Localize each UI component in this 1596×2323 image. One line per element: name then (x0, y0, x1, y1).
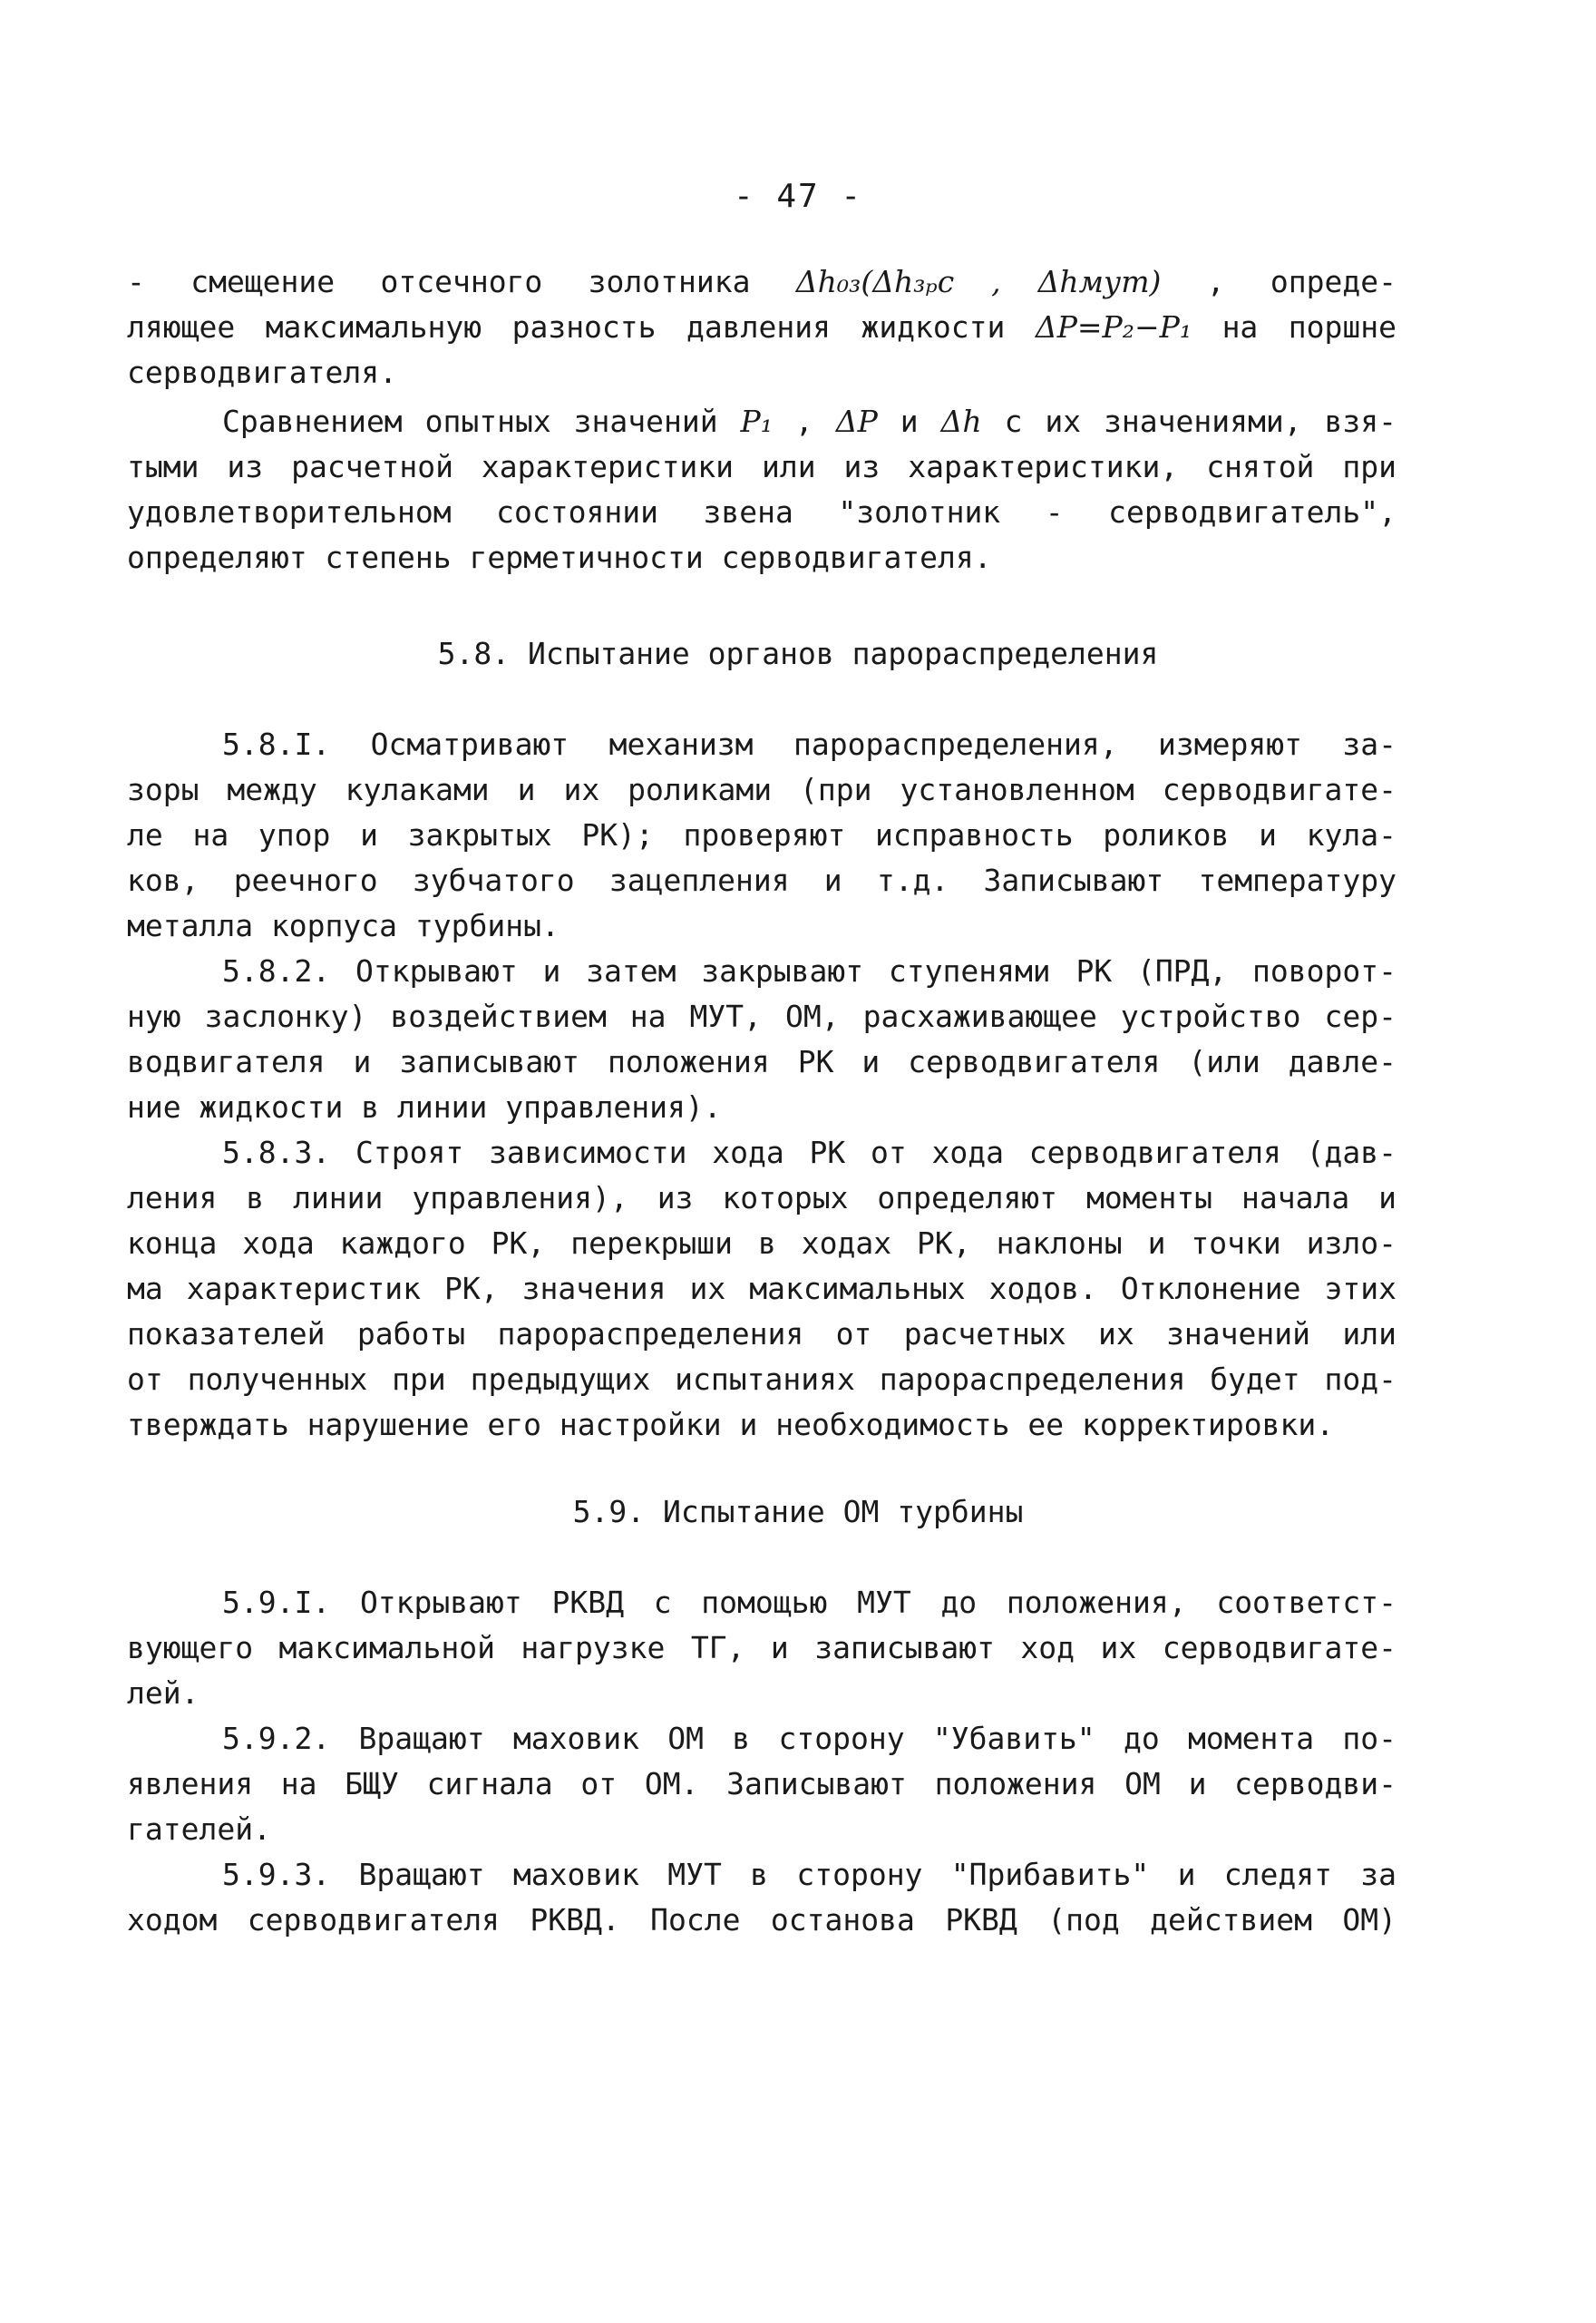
paragraph-line: тверждать нарушение его настройки и необходимость ее корректировки. (127, 1407, 1335, 1442)
paragraph-line: ную заслонку) воздействием на МУТ, ОМ, расхаживающее устройство сер- (127, 999, 1396, 1034)
delta-h-symbol: Δh (940, 404, 982, 439)
comparison-text: , (772, 404, 836, 439)
comparison-line-3: удовлетворительном состоянии звена "золотник - серводвигатель", (127, 494, 1396, 530)
paragraph-line: 5.9.I. Открывают РКВД с помощью МУТ до положения, соответст- (222, 1585, 1396, 1620)
comparison-text: с их значениями, взя- (981, 404, 1397, 439)
pressure-difference-formula: ΔP=P₂−P₁ (1035, 309, 1192, 345)
paragraph-line: водвигателя и записывают положения РК и серводвигателя (или давле- (127, 1044, 1396, 1079)
section-5-9-heading: 5.9. Испытание ОМ турбины (572, 1494, 1024, 1529)
page-number: - 47 - (733, 178, 863, 215)
paragraph-5-8-2 (127, 949, 1396, 1130)
comparison-paragraph (127, 399, 1396, 581)
paragraph-line: ходом серводвигателя РКВД. После останова РКВД (под действием ОМ) (127, 1902, 1396, 1937)
intro-text: - смещение отсечного золотника (127, 264, 796, 299)
paragraph-line: вующего максимальной нагрузке ТГ, и записывают ход их серводвигате- (127, 1630, 1396, 1665)
paragraph-line: ле на упор и закрытых РК); проверяют исправность роликов и кула- (127, 817, 1396, 853)
paragraph-line: 5.9.3. Вращают маховик МУТ в сторону "Прибавить" и следят за (222, 1857, 1396, 1892)
paragraph-line: ма характеристик РК, значения их максимальных ходов. Отклонение этих (127, 1271, 1396, 1306)
paragraph-line: металла корпуса турбины. (127, 908, 560, 943)
comparison-line-2: тыми из расчетной характеристики или из характеристики, снятой при (127, 449, 1396, 484)
comparison-text: и (877, 404, 941, 439)
paragraph-line: 5.8.2. Открывают и затем закрывают ступенями РК (ПРД, поворот- (222, 953, 1396, 989)
paragraph-line: ние жидкости в линии управления). (127, 1089, 722, 1125)
paragraph-line: 5.9.2. Вращают маховик ОМ в сторону "Убавить" до момента по- (222, 1721, 1396, 1756)
paragraph-line: зоры между кулаками и их роликами (при установленном серводвигате- (127, 772, 1396, 807)
paragraph-line: 5.8.3. Строят зависимости хода РК от хода серводвигателя (дав- (222, 1135, 1396, 1170)
intro-paragraph (127, 259, 1396, 395)
paragraph-line: гателей. (127, 1811, 271, 1847)
intro-text: на поршне (1192, 309, 1396, 345)
p1-symbol: P₁ (740, 404, 773, 439)
intro-text: ляющее максимальную разность давления жидкости (127, 309, 1036, 345)
paragraph-line: ков, реечного зубчатого зацепления и т.д. Записывают температуру (127, 863, 1396, 898)
paragraph-line: конца хода каждого РК, перекрыши в ходах РК, наклоны и точки изло- (127, 1225, 1396, 1261)
intro-text: , опреде- (1161, 264, 1396, 299)
paragraph-line: показателей работы парораспределения от расчетных их значений или (127, 1316, 1396, 1352)
slide-valve-offset-formula: Δh₀₃(Δh₃ₚс , Δhмут) (795, 264, 1162, 299)
intro-line-3: серводвигателя. (127, 355, 398, 390)
paragraph-line: лей. (127, 1675, 200, 1711)
delta-p-symbol: ΔP (835, 404, 878, 439)
paragraph-line: явления на БЩУ сигнала от ОМ. Записывают положения ОМ и серводви- (127, 1766, 1396, 1801)
section-5-8-heading: 5.8. Испытание органов парораспределения (437, 636, 1159, 671)
paragraph-5-9-3 (127, 1852, 1396, 1943)
paragraph-5-8-3 (127, 1130, 1396, 1448)
paragraph-5-9-1 (127, 1580, 1396, 1716)
comparison-line-4: определяют степень герметичности серводвигателя. (127, 540, 992, 575)
paragraph-line: от полученных при предыдущих испытаниях парораспределения будет под- (127, 1362, 1396, 1397)
comparison-line-1 (127, 399, 1396, 444)
paragraph-5-8-1 (127, 722, 1396, 949)
comparison-text: Сравнением опытных значений (222, 404, 741, 439)
paragraph-5-9-2 (127, 1716, 1396, 1852)
intro-line-1 (127, 259, 1396, 305)
paragraph-line: 5.8.I. Осматривают механизм парораспределения, измеряют за- (222, 727, 1396, 762)
paragraph-line: ления в линии управления), из которых определяют моменты начала и (127, 1180, 1396, 1215)
intro-line-2 (127, 305, 1396, 350)
